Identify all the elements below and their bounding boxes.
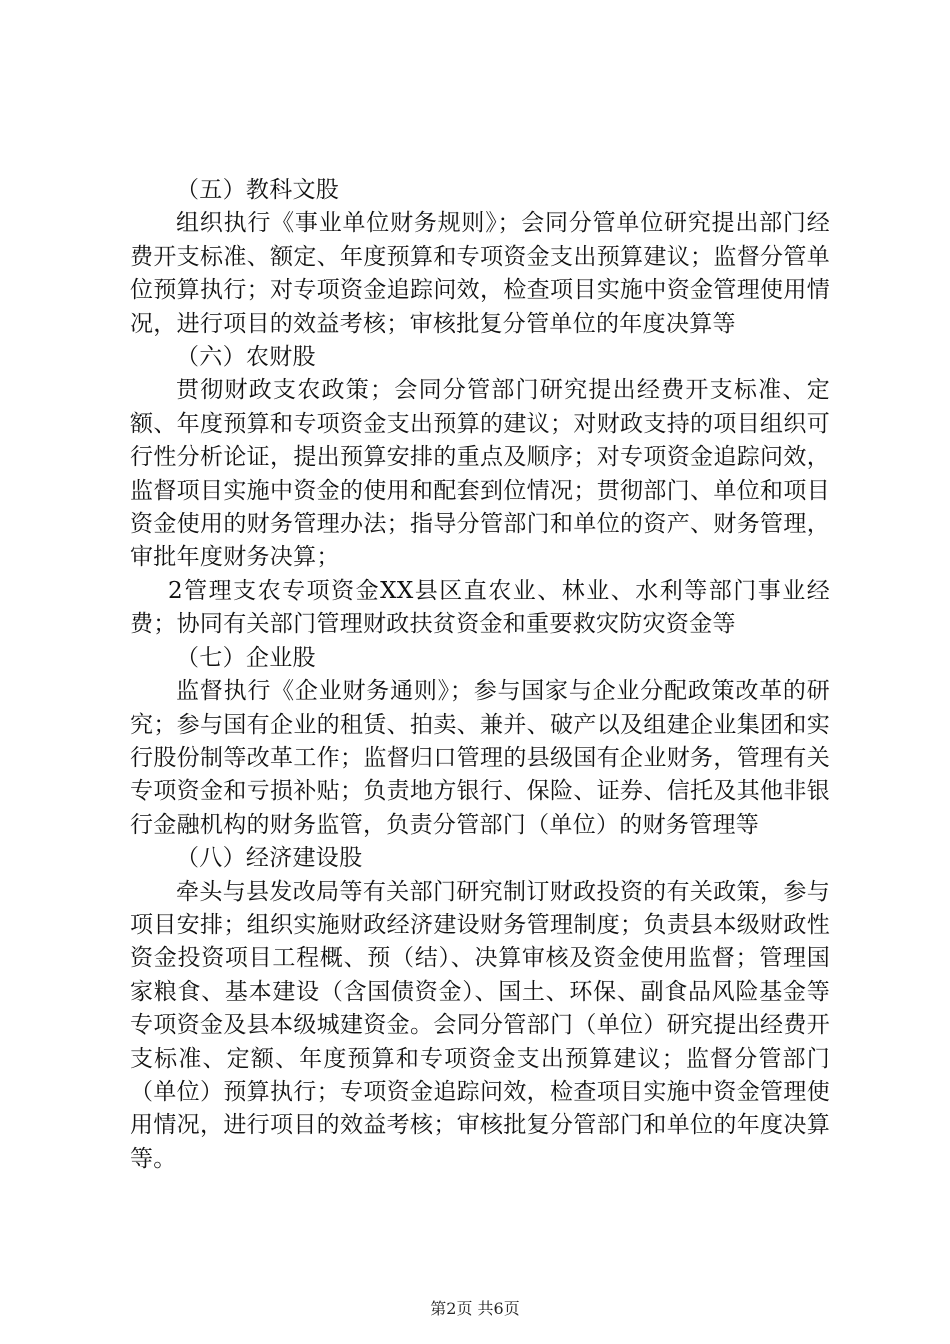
section-heading-6: （六）农财股 — [176, 344, 316, 371]
section-6-paragraph-2: 2管理支农专项资金XX县区直农业、林业、水利等部门事业经费；协同有关部门管理财政扶贫资金和重要救灾防灾资金等 — [130, 577, 830, 638]
section-6-paragraph-1: 贯彻财政支农政策；会同分管部门研究提出经费开支标准、定额、年度预算和专项资金支出预算的建议；对财政支持的项目组织可行性分析论证，提出预算安排的重点及顺序；对专项资金追踪问效，监督项目实施中资金的使用和配套到位情况；贯彻部门、单位和项目资金使用的财务管理办法；指导分管部门和单位的资产、财务管理，审批年度财务决算； — [130, 377, 830, 571]
section-7-paragraph: 监督执行《企业财务通则》；参与国家与企业分配政策改革的研究；参与国有企业的租赁、拍卖、兼并、破产以及组建企业集团和实行股份制等改革工作；监督归口管理的县级国有企业财务，管理有关专项资金和亏损补贴；负责地方银行、保险、证券、信托及其他非银行金融机构的财务监管，负责分管部门（单位）的财务管理等 — [130, 678, 830, 838]
section-heading-8: （八）经济建设股 — [176, 845, 363, 872]
section-heading-7: （七）企业股 — [176, 644, 316, 671]
section-heading-5: （五）教科文股 — [176, 177, 340, 203]
document-body — [130, 174, 830, 1176]
section-8-paragraph: 牵头与县发改局等有关部门研究制订财政投资的有关政策，参与项目安排；组织实施财政经济建设财务管理制度；负责县本级财政性资金投资项目工程概、预（结）、决算审核及资金使用监督；管理国家粮食、基本建设（含国债资金）、国土、环保、副食品风险基金等专项资金及县本级城建资金。会同分管部门（单位）研究提出经费开支标准、定额、年度预算和专项资金支出预算建议；监督分管部门（单位）预算执行；专项资金追踪问效，检查项目实施中资金管理使用情况，进行项目的效益考核；审核批复分管部门和单位的年度决算等。 — [130, 878, 830, 1172]
section-5-paragraph: 组织执行《事业单位财务规则》；会同分管单位研究提出部门经费开支标准、额定、年度预算和专项资金支出预算建议；监督分管单位预算执行；对专项资金追踪问效，检查项目实施中资金管理使用情况，进行项目的效益考核；审核批复分管单位的年度决算等 — [130, 210, 830, 337]
page-number-footer: 第2页 共6页 — [430, 1299, 520, 1318]
